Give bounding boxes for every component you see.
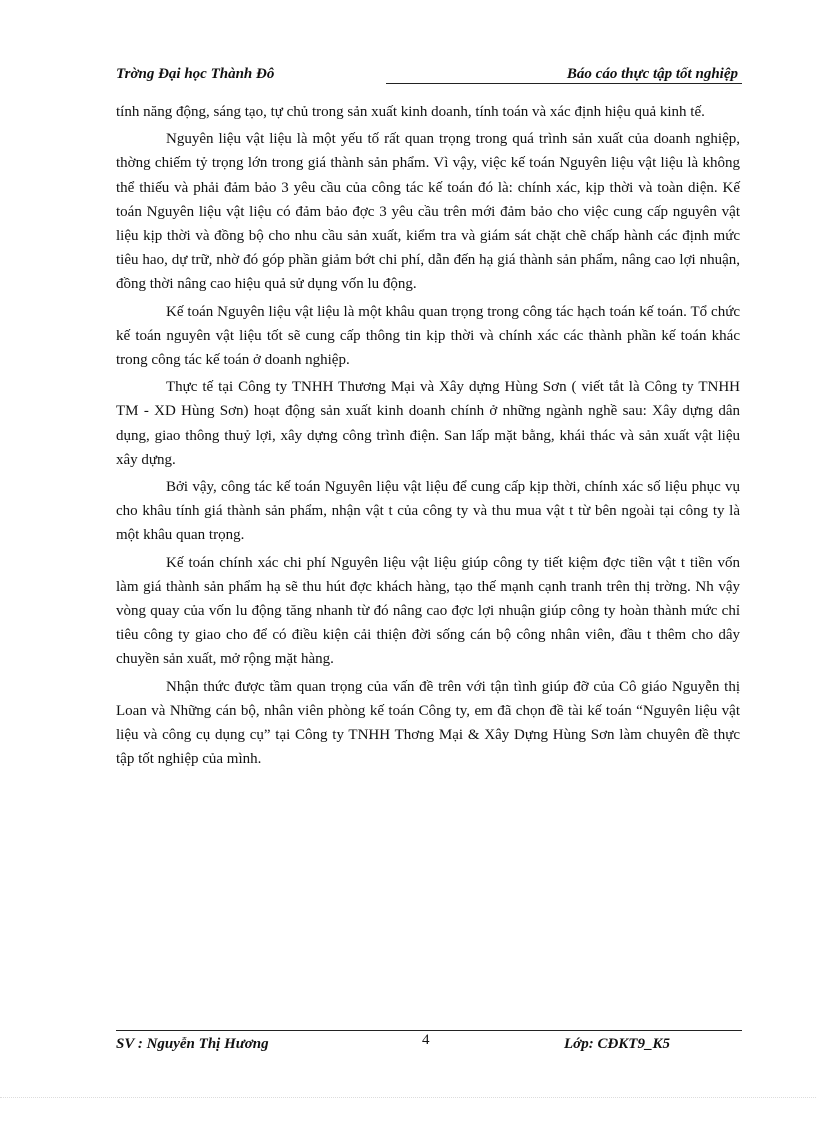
school-name: Trờng Đại học Thành Đô: [116, 66, 275, 82]
paragraph-3: Kế toán Nguyên liệu vật liệu là một khâu quan trọng trong công tác hạch toán kế toán. Tổ chức kế toán nguyên vật liệu tốt sẽ cung cấp thông tin kịp thời và chính xác các thành phần kế toán khác trong công tác kế toán ở doanh nghiệp.: [116, 303, 740, 369]
paragraph-7: Nhận thức được tầm quan trọng của vấn đề trên với tận tình giúp đỡ của Cô giáo Nguyễn thị Loan và Những cán bộ, nhân viên phòng kế toán Công ty, em đã chọn đề tài kế toán “Nguyên liệu vật liệu và công cụ dụng cụ” tại Công ty TNHH Thơng Mại & Xây Dựng Hùng Sơn làm chuyên đề thực tập tốt nghiệp của mình.: [116, 678, 740, 768]
page-edge: [0, 1097, 816, 1098]
paragraph-4: Thực tế tại Công ty TNHH Thương Mại và Xây dựng Hùng Sơn ( viết tắt là Công ty TNHH TM - XD Hùng Sơn) hoạt động sản xuất kinh doanh chính ở những ngành nghề sau: Xây dựng dân dụng, giao thông thuỷ lợi, xây dựng công trình điện. San lấp mặt bằng, khái thác và sản xuất vật liệu xây dựng.: [116, 379, 740, 468]
paragraph-6: Kế toán chính xác chi phí Nguyên liệu vật liệu giúp công ty tiết kiệm đợc tiền vật t tiền vốn làm giá thành sản phẩm hạ sẽ thu hút đợc khách hàng, tạo thế mạnh cạnh tranh trên thị trờng. Nh vậy vòng quay của vốn lu động tăng nhanh từ đó nâng cao đợc lợi nhuận giúp công ty hoàn thành mức chỉ tiêu công ty giao cho để có điều kiện cải thiện đời sống cán bộ công nhân viên, đầu t thêm cho dây chuyền sản xuất, mở rộng mặt hàng.: [116, 554, 740, 668]
body-text: [116, 100, 740, 771]
page-footer: [116, 1026, 742, 1060]
paragraph-5: Bởi vậy, công tác kế toán Nguyên liệu vật liệu để cung cấp kịp thời, chính xác số liệu phục vụ cho khâu tính giá thành sản phẩm, nhận vật t của công ty và thu mua vật t từ bên ngoài tại công ty là một khâu quan trọng.: [116, 479, 740, 544]
page-header: [116, 60, 742, 86]
paragraph-1: tính năng động, sáng tạo, tự chủ trong sản xuất kinh doanh, tính toán và xác định hiệu quả kinh tế.: [116, 104, 705, 120]
report-title: Báo cáo thực tập tốt nghiệp: [566, 66, 738, 82]
footer-rule: [116, 1030, 742, 1031]
page-number: 4: [422, 1032, 430, 1048]
student-name: SV : Nguyễn Thị Hương: [116, 1036, 269, 1052]
class-label: Lớp: CĐKT9_K5: [564, 1036, 670, 1052]
paragraph-2: Nguyên liệu vật liệu là một yếu tố rất quan trọng trong quá trình sản xuất của doanh nghiệp, thờng chiếm tỷ trọng lớn trong giá thành sản phẩm. Vì vậy, việc kế toán Nguyên liệu vật liệu là không thể thiếu và phải đảm bảo 3 yêu cầu của công tác kế toán đó là: chính xác, kịp thời và toàn diện. Kế toán Nguyên liệu vật liệu có đảm bảo đợc 3 yêu cầu trên mới đảm bảo cho việc cung cấp nguyên vật liệu kịp thời và đồng bộ cho nhu cầu sản xuất, kiểm tra và giám sát chặt chẽ chấp hành các định mức tiêu hao, dự trữ, nhờ đó góp phần giảm bớt chi phí, dẫn đến hạ giá thành sản phẩm, nâng cao lợi nhuận, đồng thời nâng cao hiệu quả sử dụng vốn lu động.: [116, 131, 740, 293]
header-rule: [386, 83, 742, 84]
